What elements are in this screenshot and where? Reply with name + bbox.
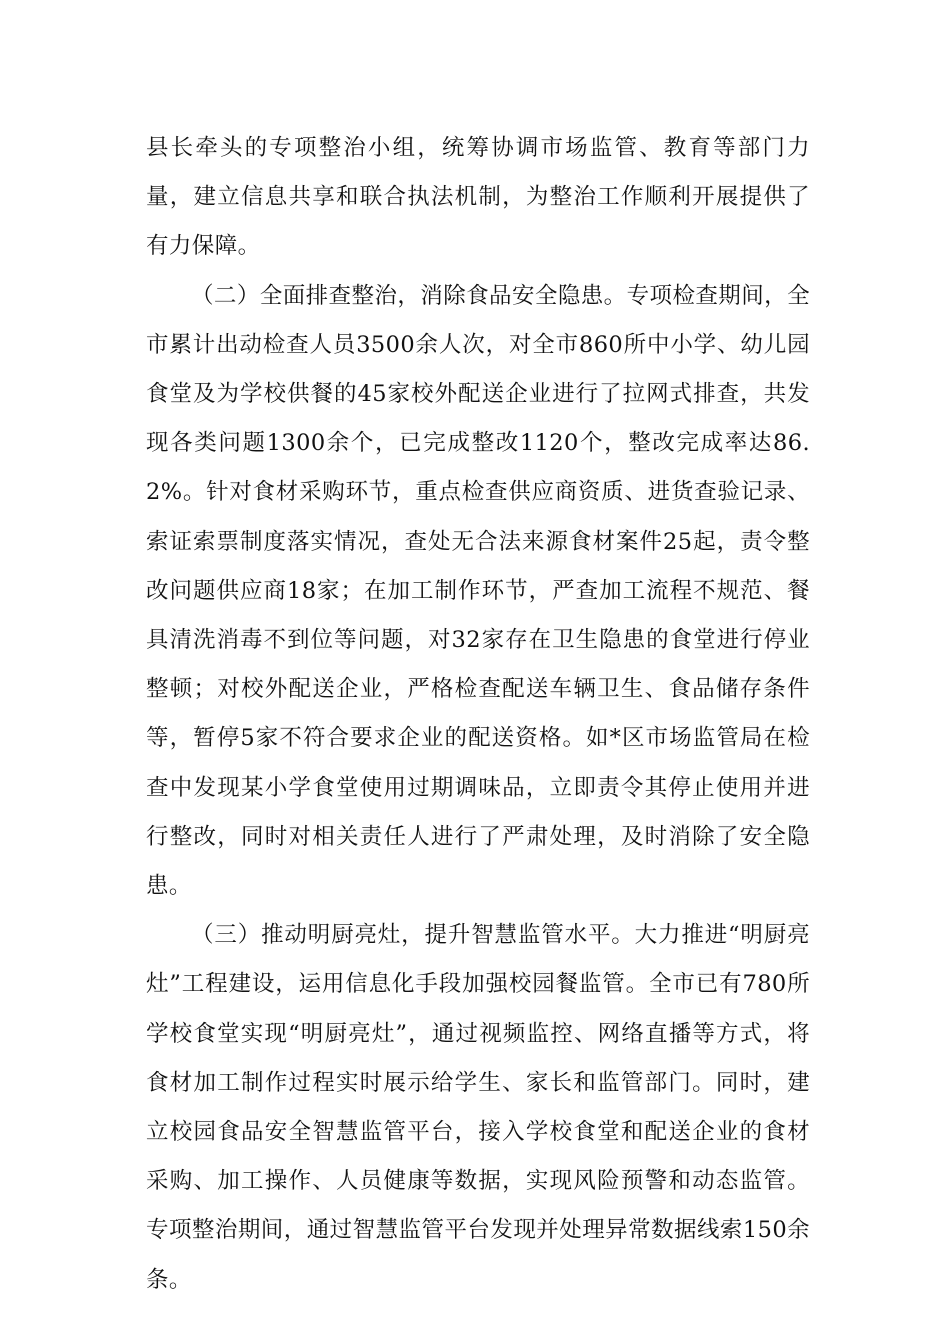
paragraph-section-2: （二）全面排查整治，消除食品安全隐患。专项检查期间，全市累计出动检查人员3500余人次，对全市860所中小学、幼儿园食堂及为学校供餐的45家校外配送企业进行了拉网式排查，共发现各类问题1300余个，已完成整改1120个，整改完成率达86.2%。针对食材采购环节，重点检查供应商资质、进货查验记录、索证索票制度落实情况，查处无合法来源食材案件25起，责令整改问题供应商18家；在加工制作环节，严查加工流程不规范、餐具清洗消毒不到位等问题，对32家存在卫生隐患的食堂进行停业整顿；对校外配送企业，严格检查配送车辆卫生、食品储存条件等，暂停5家不符合要求企业的配送资格。如*区市场监管局在检查中发现某小学食堂使用过期调味品，立即责令其停止使用并进行整改，同时对相关责任人进行了严肃处理，及时消除了安全隐患。 [146,282,810,900]
document-body [146,124,810,1305]
paragraph-continued: 县长牵头的专项整治小组，统筹协调市场监管、教育等部门力量，建立信息共享和联合执法机制，为整治工作顺利开展提供了有力保障。 [146,135,810,260]
paragraph-section-3: （三）推动明厨亮灶，提升智慧监管水平。大力推进“明厨亮灶”工程建设，运用信息化手段加强校园餐监管。全市已有780所学校食堂实现“明厨亮灶”，通过视频监控、网络直播等方式，将食材加工制作过程实时展示给学生、家长和监管部门。同时，建立校园食品安全智慧监管平台，接入学校食堂和配送企业的食材采购、加工操作、人员健康等数据，实现风险预警和动态监管。专项整治期间，通过智慧监管平台发现并处理异常数据线索150余条。 [146,922,810,1293]
